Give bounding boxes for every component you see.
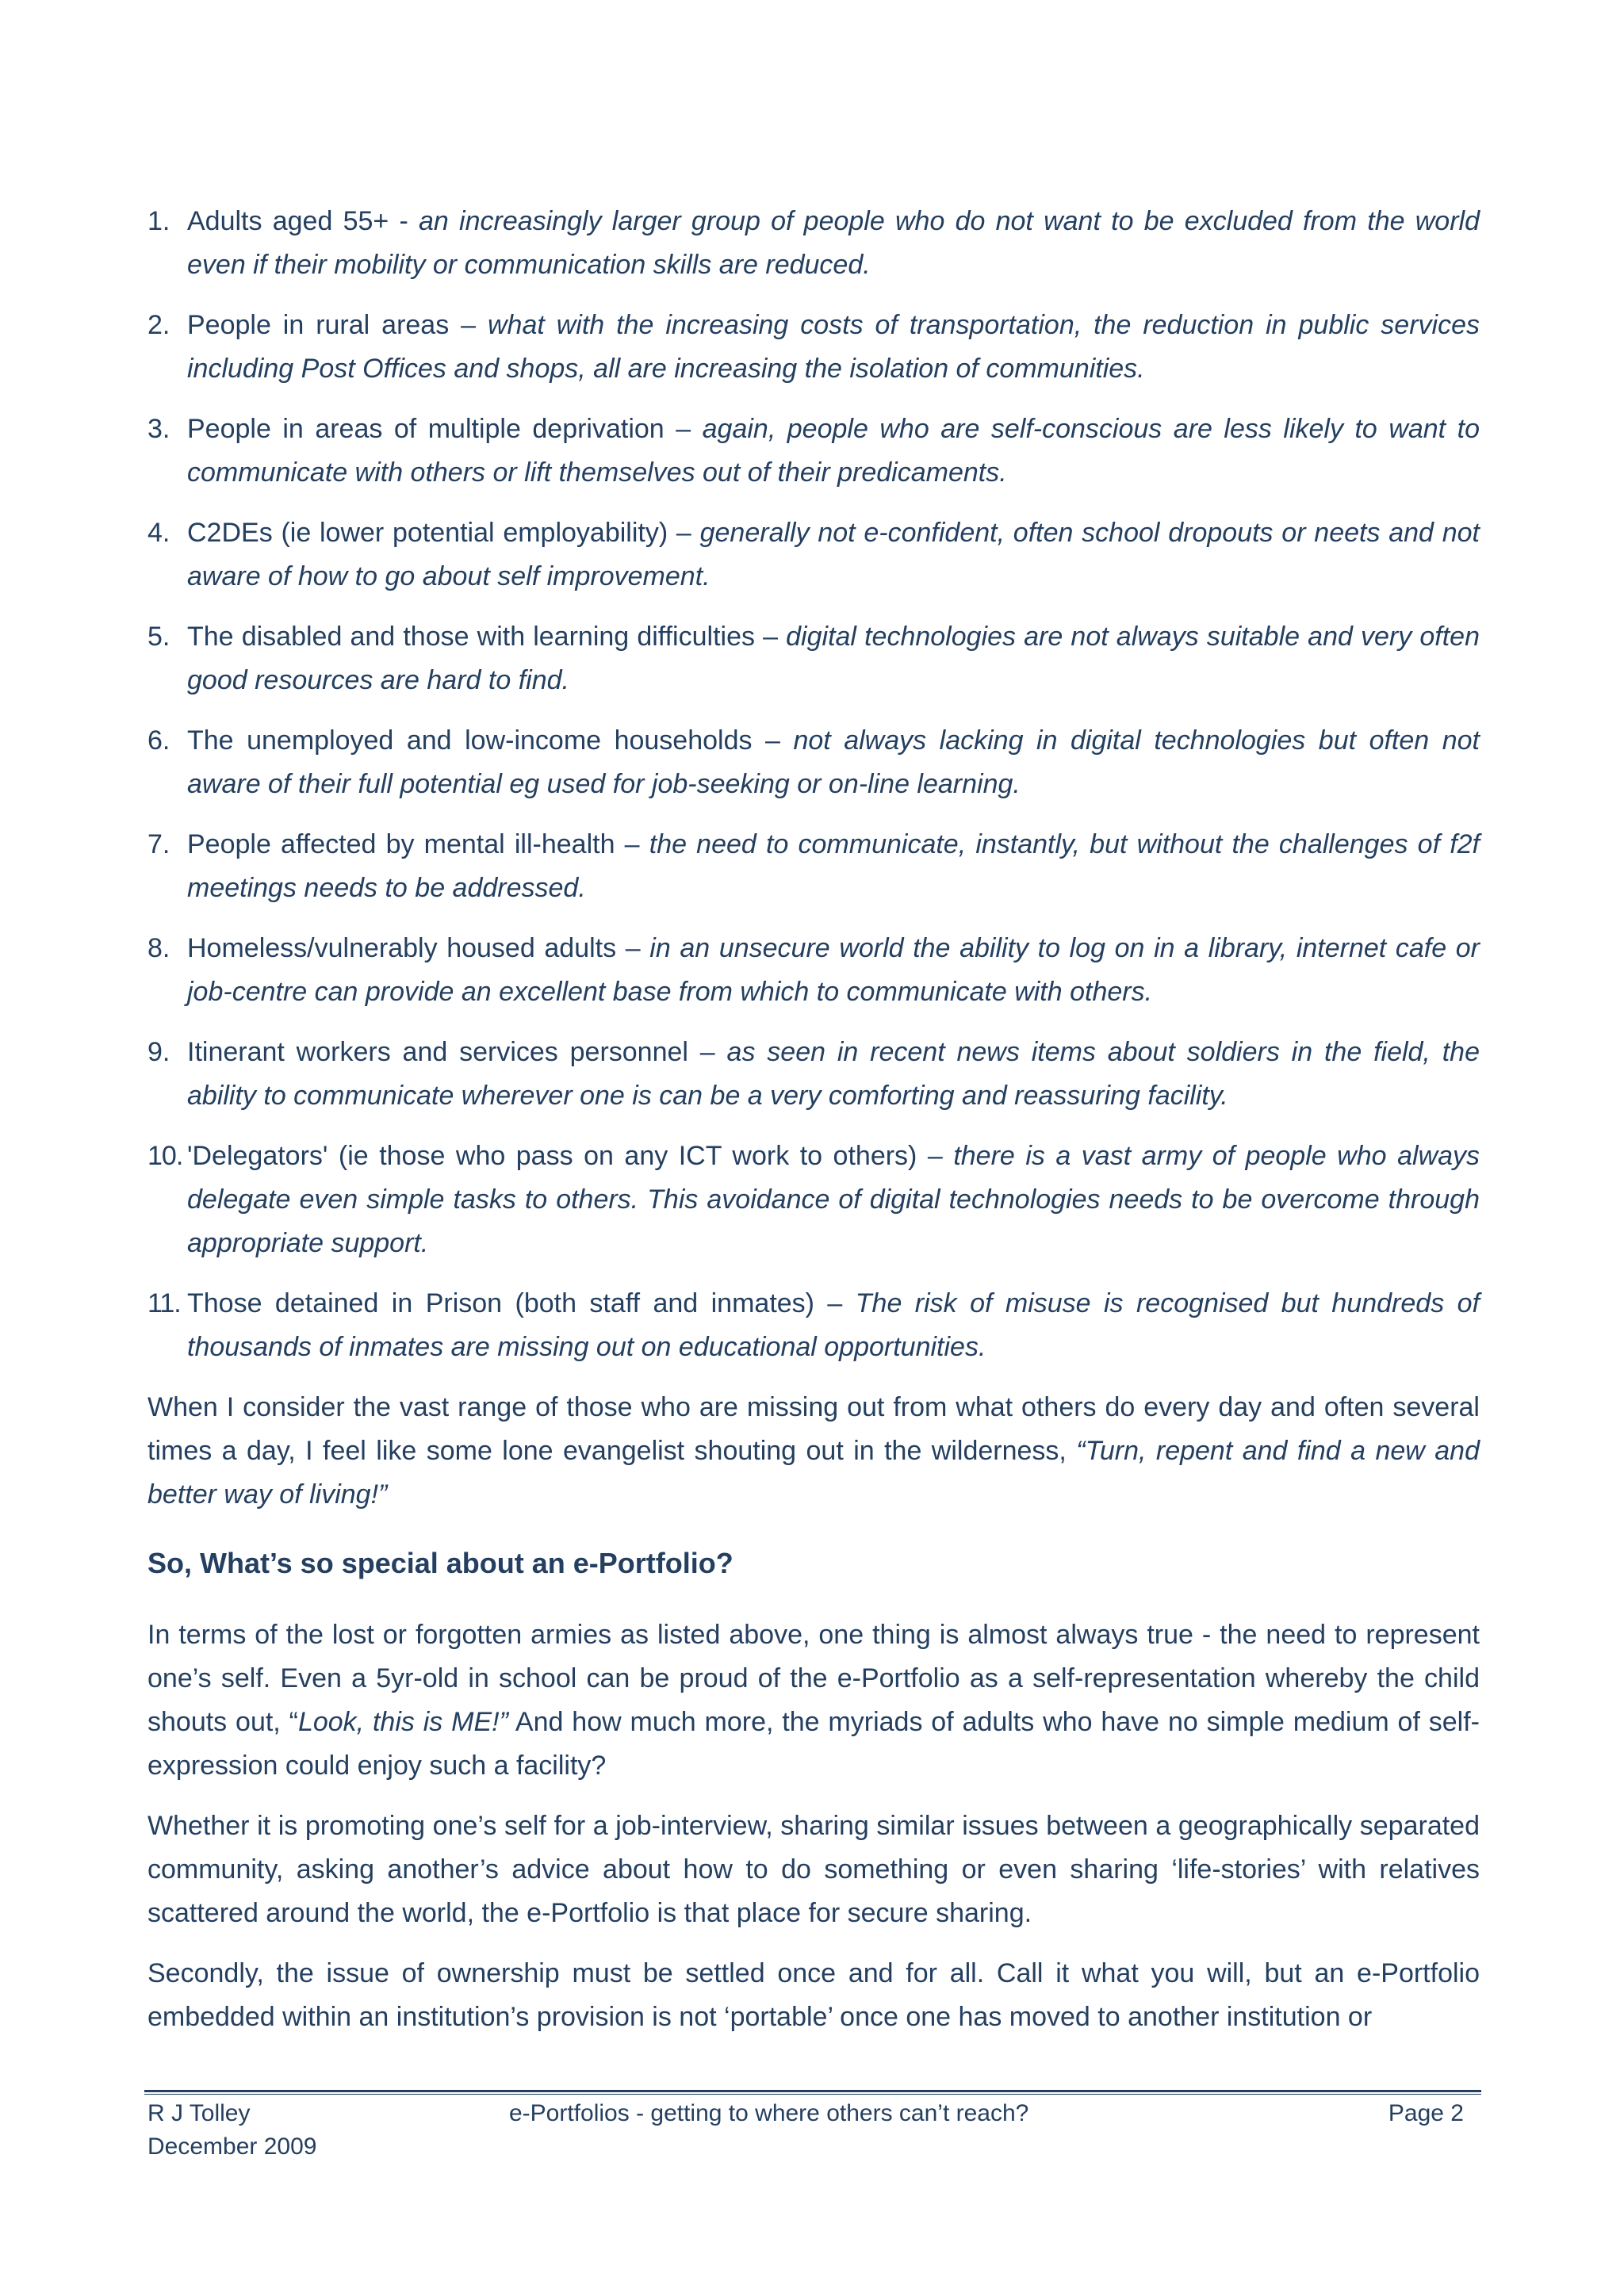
list-item-description: in an unsecure world the ability to log on in a library, internet cafe or job-centre can provide an excellent base from which to communicate with others. — [187, 933, 1480, 1007]
list-item — [147, 1135, 1480, 1265]
list-number: 11. — [147, 1288, 181, 1318]
list-item-description: digital technologies are not always suitable and very often good resources are hard to find. — [187, 622, 1480, 695]
list-item-lead: Those detained in Prison (both staff and inmates) – — [187, 1288, 856, 1318]
list-item — [147, 408, 1480, 495]
list-item-description: again, people who are self-conscious are less likely to want to communicate with others or lift themselves out of their predicaments. — [187, 414, 1480, 488]
section-heading: So, What’s so special about an e-Portfolio? — [147, 1547, 733, 1579]
list-number: 1. — [147, 206, 170, 236]
list-item-lead: People in rural areas – — [187, 310, 488, 340]
list-item-description: there is a vast army of people who always delegate even simple tasks to others. This avoidance of digital technologies needs to be overcome through appropriate support. — [187, 1141, 1480, 1258]
list-item — [147, 927, 1480, 1014]
list-number: 5. — [147, 622, 170, 652]
list-item-lead: People affected by mental ill-health – — [187, 829, 649, 859]
list-item-description: what with the increasing costs of transportation, the reduction in public services including Post Offices and shops, all are increasing the isolation of communities. — [187, 310, 1480, 384]
paragraph-consider-quote: “Turn, repent and find a new and better way of living!” — [147, 1436, 1480, 1510]
list-item-lead: The disabled and those with learning difficulties – — [187, 622, 787, 652]
paragraph-terms-quote: Look, this is ME!” — [297, 1707, 508, 1737]
list-number: 9. — [147, 1037, 170, 1067]
list-item-lead: Homeless/vulnerably housed adults – — [187, 933, 650, 963]
list-item — [147, 200, 1480, 287]
list-number: 4. — [147, 518, 170, 548]
list-item — [147, 823, 1480, 910]
list-item — [147, 1031, 1480, 1118]
list-number: 3. — [147, 414, 170, 444]
list-number: 2. — [147, 310, 170, 340]
paragraph-whether: Whether it is promoting one’s self for a job-interview, sharing similar issues between a geographically separated community, asking another’s advice about how to do something or even sharing ‘life-stories’ with relatives scattered around the world, the e-Portfolio is that place for secure sharing. — [147, 1811, 1480, 1928]
list-item-description: an increasingly larger group of people who do not want to be excluded from the world even if their mobility or communication skills are reduced. — [187, 206, 1480, 280]
paragraph-secondly: Secondly, the issue of ownership must be settled once and for all. Call it what you will, but an e-Portfolio embedded within an institution’s provision is not ‘portable’ once one has moved to another institution or — [147, 1958, 1480, 2032]
list-item-description: generally not e-confident, often school dropouts or neets and not aware of how to go about self improvement. — [187, 518, 1480, 591]
list-item-description: as seen in recent news items about soldiers in the field, the ability to communicate wherever one is can be a very comforting and reassuring facility. — [187, 1037, 1480, 1111]
list-number: 10. — [147, 1141, 183, 1171]
list-number: 6. — [147, 725, 170, 756]
footer-page-number: Page 2 — [1388, 2100, 1464, 2126]
footer-left — [147, 2097, 465, 2164]
page-content — [147, 200, 1480, 2056]
footer-date: December 2009 — [147, 2133, 317, 2160]
paragraph-terms-part2: And how much more, the myriads of adults who have no simple medium of self-expression could enjoy such a facility? — [147, 1707, 1480, 1781]
list-number: 8. — [147, 933, 170, 963]
list-item-lead: Itinerant workers and services personnel – — [187, 1037, 727, 1067]
list-number: 7. — [147, 829, 170, 859]
list-item-description: not always lacking in digital technologies but often not aware of their full potential eg used for job-seeking or on-line learning. — [187, 725, 1480, 799]
list-item-description: the need to communicate, instantly, but without the challenges of f2f meetings needs to be addressed. — [187, 829, 1480, 903]
list-item — [147, 719, 1480, 806]
paragraph-consider — [147, 1386, 1480, 1517]
list-item — [147, 615, 1480, 702]
list-item — [147, 1282, 1480, 1369]
list-item-lead: The unemployed and low-income households – — [187, 725, 794, 756]
list-item-lead: 'Delegators' (ie those who pass on any ICT work to others) – — [187, 1141, 954, 1171]
excluded-groups-list — [147, 200, 1480, 1369]
paragraph-terms-part1: In terms of the lost or forgotten armies as listed above, one thing is almost always true - the need to represent one’s self. Even a 5yr-old in school can be proud of the e-Portfolio as a self-representation whereby the child shouts out, “ — [147, 1620, 1480, 1737]
list-item — [147, 511, 1480, 599]
footer-author: R J Tolley — [147, 2100, 251, 2126]
list-item-lead: C2DEs (ie lower potential employability) – — [187, 518, 700, 548]
list-item-lead: Adults aged 55+ - — [187, 206, 419, 236]
list-item-lead: People in areas of multiple deprivation – — [187, 414, 703, 444]
paragraph-consider-text: When I consider the vast range of those who are missing out from what others do every day and often several times a day, I feel like some lone evangelist shouting out in the wilderness, — [147, 1392, 1480, 1466]
footer-title: e-Portfolios - getting to where others can’t reach? — [509, 2100, 1029, 2126]
list-item — [147, 304, 1480, 391]
list-item-description: The risk of misuse is recognised but hundreds of thousands of inmates are missing out on educational opportunities. — [187, 1288, 1480, 1362]
footer-divider — [144, 2090, 1481, 2095]
paragraph-terms — [147, 1613, 1480, 1788]
